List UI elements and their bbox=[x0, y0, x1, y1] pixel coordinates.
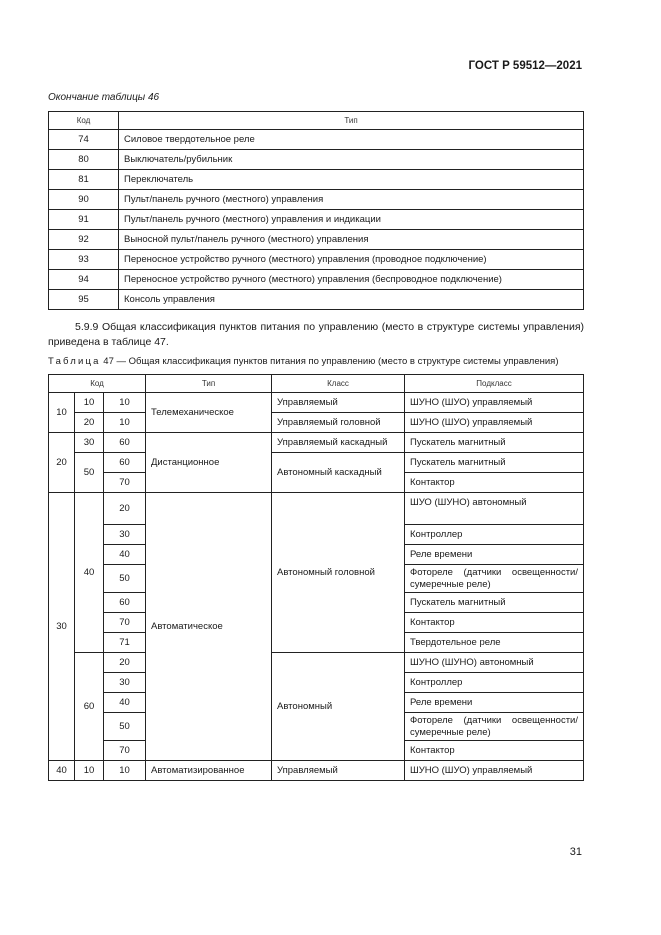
column-header-kod: Код bbox=[49, 112, 119, 130]
table-row bbox=[49, 433, 584, 453]
code-cell: 50 bbox=[104, 713, 146, 741]
column-header-tip: Тип bbox=[119, 112, 584, 130]
code-cell: 10 bbox=[104, 761, 146, 781]
table-row bbox=[49, 190, 584, 210]
column-header-tip: Тип bbox=[146, 375, 272, 393]
code-cell: 10 bbox=[104, 413, 146, 433]
code-cell: 30 bbox=[75, 433, 104, 453]
code-cell: 20 bbox=[75, 413, 104, 433]
table-row bbox=[49, 453, 584, 473]
code-cell: 60 bbox=[104, 433, 146, 453]
table-row bbox=[49, 130, 584, 150]
type-cell: Телемеханическое bbox=[146, 393, 272, 433]
table-header-row bbox=[49, 375, 584, 393]
code-cell: 50 bbox=[104, 565, 146, 593]
code-cell: 93 bbox=[49, 250, 119, 270]
code-cell: 10 bbox=[104, 393, 146, 413]
table-row bbox=[49, 290, 584, 310]
table-row bbox=[49, 250, 584, 270]
table-header-row bbox=[49, 112, 584, 130]
paragraph-5-9-9: 5.9.9 Общая классификация пунктов питания по управлению (место в структуре системы управления) приведена в таблице 47. bbox=[48, 321, 584, 348]
page-number: 31 bbox=[569, 846, 582, 858]
type-cell: Переносное устройство ручного (местного) управления (беспроводное подключение) bbox=[119, 270, 584, 290]
type-cell: Консоль управления bbox=[119, 290, 584, 310]
table46-caption: Окончание таблицы 46 bbox=[48, 92, 160, 103]
code-cell: 40 bbox=[104, 693, 146, 713]
type-cell: Пульт/панель ручного (местного) управления bbox=[119, 190, 584, 210]
class-cell: Управляемый bbox=[272, 393, 405, 413]
class-cell: Автономный bbox=[272, 653, 405, 761]
code-cell: 30 bbox=[104, 525, 146, 545]
subclass-cell: Фотореле (датчики освещенности/ сумеречные реле) bbox=[405, 713, 584, 741]
type-cell: Переносное устройство ручного (местного) управления (проводное подключение) bbox=[119, 250, 584, 270]
subclass-cell: ШУНО (ШУО) управляемый bbox=[405, 413, 584, 433]
table-row bbox=[49, 150, 584, 170]
subclass-cell: Реле времени bbox=[405, 693, 584, 713]
subclass-cell: Контроллер bbox=[405, 673, 584, 693]
subclass-cell: ШУНО (ШУО) управляемый bbox=[405, 761, 584, 781]
table-row bbox=[49, 761, 584, 781]
table-row bbox=[49, 270, 584, 290]
type-cell: Автоматическое bbox=[146, 493, 272, 761]
code-cell: 30 bbox=[104, 673, 146, 693]
table-row bbox=[49, 413, 584, 433]
table47-caption-text: 47 — Общая классификация пунктов питания по управлению (место в структуре системы управления) bbox=[100, 356, 559, 367]
class-cell: Автономный головной bbox=[272, 493, 405, 653]
code-cell: 74 bbox=[49, 130, 119, 150]
column-header-kod: Код bbox=[49, 375, 146, 393]
code-cell: 40 bbox=[104, 545, 146, 565]
subclass-cell: ШУНО (ШУНО) автономный bbox=[405, 653, 584, 673]
class-cell: Автономный каскадный bbox=[272, 453, 405, 493]
subclass-cell: ШУО (ШУНО) автономный bbox=[405, 493, 584, 525]
code-cell: 20 bbox=[104, 493, 146, 525]
table-row bbox=[49, 393, 584, 413]
table47-caption bbox=[48, 356, 584, 367]
code-cell: 60 bbox=[104, 453, 146, 473]
type-cell: Выключатель/рубильник bbox=[119, 150, 584, 170]
table46-body bbox=[49, 130, 584, 310]
code-cell: 60 bbox=[104, 593, 146, 613]
code-cell: 80 bbox=[49, 150, 119, 170]
code-cell: 95 bbox=[49, 290, 119, 310]
code-cell: 92 bbox=[49, 230, 119, 250]
code-cell: 10 bbox=[75, 393, 104, 413]
type-cell: Силовое твердотельное реле bbox=[119, 130, 584, 150]
column-header-podklass: Подкласс bbox=[405, 375, 584, 393]
type-cell: Автоматизированное bbox=[146, 761, 272, 781]
table-row bbox=[49, 210, 584, 230]
code-cell: 40 bbox=[49, 761, 75, 781]
table-row bbox=[49, 653, 584, 673]
code-cell: 10 bbox=[49, 393, 75, 433]
subclass-cell: Контактор bbox=[405, 613, 584, 633]
subclass-cell: ШУНО (ШУО) управляемый bbox=[405, 393, 584, 413]
subclass-cell: Контроллер bbox=[405, 525, 584, 545]
code-cell: 71 bbox=[104, 633, 146, 653]
code-cell: 20 bbox=[104, 653, 146, 673]
type-cell: Пульт/панель ручного (местного) управления и индикации bbox=[119, 210, 584, 230]
code-cell: 50 bbox=[75, 453, 104, 493]
code-cell: 94 bbox=[49, 270, 119, 290]
class-cell: Управляемый головной bbox=[272, 413, 405, 433]
table-46 bbox=[48, 111, 584, 310]
table47-caption-label: Таблица bbox=[48, 356, 101, 367]
code-cell: 91 bbox=[49, 210, 119, 230]
code-cell: 60 bbox=[75, 653, 104, 761]
code-cell: 70 bbox=[104, 613, 146, 633]
type-cell: Переключатель bbox=[119, 170, 584, 190]
table-row bbox=[49, 230, 584, 250]
subclass-cell: Контактор bbox=[405, 741, 584, 761]
code-cell: 20 bbox=[49, 433, 75, 493]
code-cell: 70 bbox=[104, 741, 146, 761]
subclass-cell: Твердотельное реле bbox=[405, 633, 584, 653]
column-header-klass: Класс bbox=[272, 375, 405, 393]
type-cell: Дистанционное bbox=[146, 433, 272, 493]
subclass-cell: Реле времени bbox=[405, 545, 584, 565]
code-cell: 30 bbox=[49, 493, 75, 761]
subclass-cell: Фотореле (датчики освещенности/ сумеречные реле) bbox=[405, 565, 584, 593]
table-47 bbox=[48, 374, 584, 781]
subclass-cell: Пускатель магнитный bbox=[405, 593, 584, 613]
subclass-cell: Контактор bbox=[405, 473, 584, 493]
code-cell: 40 bbox=[75, 493, 104, 653]
code-cell: 10 bbox=[75, 761, 104, 781]
code-cell: 81 bbox=[49, 170, 119, 190]
class-cell: Управляемый bbox=[272, 761, 405, 781]
subclass-cell: Пускатель магнитный bbox=[405, 453, 584, 473]
document-header: ГОСТ Р 59512—2021 bbox=[468, 60, 582, 72]
type-cell: Выносной пульт/панель ручного (местного) управления bbox=[119, 230, 584, 250]
class-cell: Управляемый каскадный bbox=[272, 433, 405, 453]
code-cell: 70 bbox=[104, 473, 146, 493]
table-row bbox=[49, 170, 584, 190]
subclass-cell: Пускатель магнитный bbox=[405, 433, 584, 453]
table-row bbox=[49, 493, 584, 525]
code-cell: 90 bbox=[49, 190, 119, 210]
